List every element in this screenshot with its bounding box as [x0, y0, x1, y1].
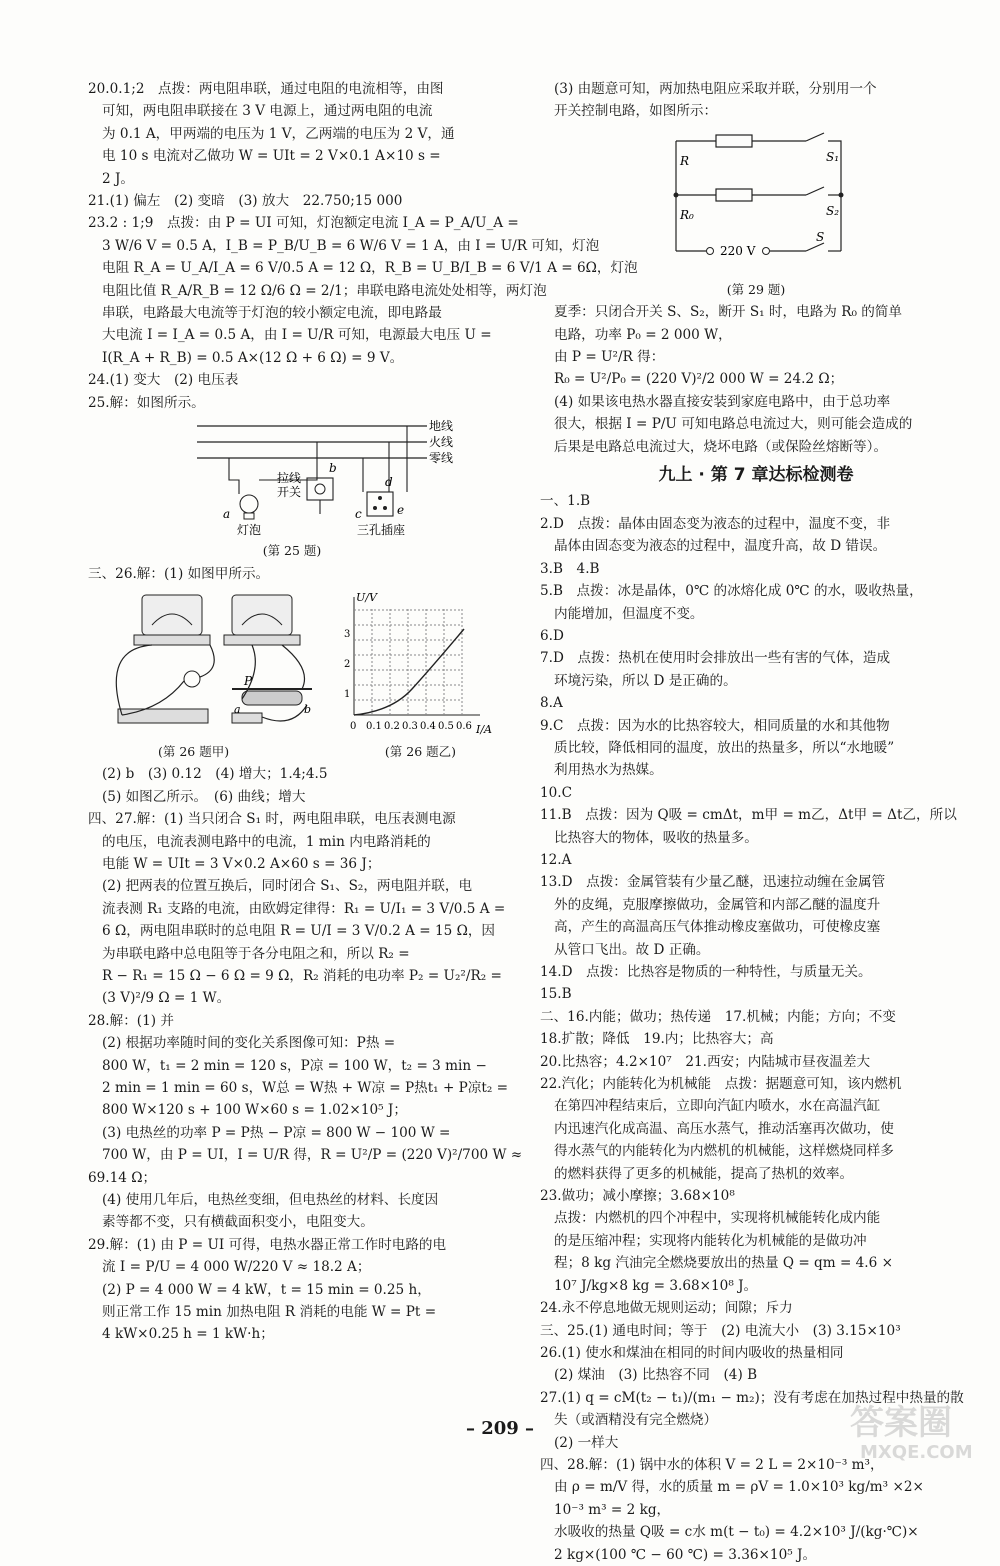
resistor-R0	[716, 189, 752, 201]
label-c: c	[355, 507, 362, 522]
left-lines-c	[88, 763, 523, 1346]
text-line: 三、25.(1) 通电时间；等于 (2) 电流大小 (3) 3.15×10³	[540, 1322, 901, 1339]
text-line: 晶体由固态变为液态的过程中，温度升高，故 D 错误。	[554, 538, 887, 555]
text-line: 点拨：内燃机的四个冲程中，实现将机械能转化成内能	[554, 1210, 881, 1227]
label-S: S	[816, 229, 825, 244]
section-title: 九上 · 第 7 章达标检测卷	[658, 465, 854, 486]
text-line: 2 kg×(100 ℃ − 60 ℃) = 3.36×10⁵ J。	[554, 1546, 817, 1563]
text-line: 24.(1) 变大 (2) 电压表	[88, 372, 239, 389]
text-line: 20.0.1;2 点拨：两电阻串联，通过电阻的电流相等，由图	[88, 81, 444, 97]
text-line: 25.解：如图所示。	[88, 394, 205, 411]
ui-curve	[354, 629, 464, 715]
text-line: 由 ρ = m/V 得，水的质量 m = ρV = 1.0×10³ kg/m³ ×2×	[554, 1479, 924, 1496]
text-line: 外的皮绳，克服摩擦做功，金属管和内部乙醚的温度升	[554, 896, 881, 913]
text-line: 6.D	[540, 627, 564, 644]
text-line: 为串联电路中总电阻等于各分电阻之和，所以 R₂ =	[102, 945, 410, 962]
text-line: 7.D 点拨：热机在使用时会排放出一些有害的气体，造成	[540, 650, 891, 667]
text-line: 很大，根据 I = P/U 可知电路总电流过大，则可能会造成的	[554, 416, 913, 433]
text-line: 13.D 点拨：金属管装有少量乙醚，迅速拉动缠在金属管	[540, 874, 886, 891]
text-line: 24.永不停息地做无规则运动；间隙；斥力	[540, 1300, 793, 1317]
figure-25-wiring-diagram	[127, 418, 457, 538]
text-line: 23.做功；减小摩擦；3.68×10⁸	[540, 1188, 735, 1205]
text-line: 失（或酒精没有完全燃烧）	[554, 1412, 718, 1429]
text-line: 2 J。	[102, 170, 135, 187]
label-R0: R₀	[680, 207, 694, 222]
text-line: 18.扩散；降低 19.内；比热容大；高	[540, 1031, 774, 1048]
ytick-1: 1	[344, 688, 351, 700]
text-line: 程；8 kg 汽油完全燃烧要放出的热量 Q = qm = 4.6 ×	[554, 1255, 893, 1272]
xtick-5: 0.5	[438, 720, 454, 732]
label-a: a	[223, 507, 231, 522]
text-line: 8.A	[540, 695, 563, 712]
text-line: 从管口飞出。故 D 正确。	[554, 941, 710, 958]
right-lines-b	[540, 301, 972, 458]
graph-xlabel: I/A	[476, 722, 492, 736]
text-line: (2) 煤油 (3) 比热容不同 (4) B	[554, 1367, 758, 1384]
text-line: 大电流 I = I_A = 0.5 A，由 I = U/R 可知，电源最大电压 U =	[102, 327, 492, 344]
text-line: (3) 由题意可知，两加热电阻应采取并联，分别用一个	[554, 81, 877, 97]
text-line: 水吸收的热量 Q吸 = c水 m(t − t₀) = 4.2×10³ J/(kg·℃)×	[554, 1524, 919, 1541]
text-line: 四、27.解：(1) 当只闭合 S₁ 时，两电阻串联，电压表测电源	[88, 811, 456, 828]
text-line: 则正常工作 15 min 加热电阻 R 消耗的电能 W = Pt =	[102, 1304, 437, 1321]
text-line: 利用热水为热媒。	[554, 762, 663, 779]
text-line: 69.14 Ω；	[88, 1169, 157, 1186]
pull-switch	[307, 478, 333, 500]
text-line: 电阻比值 R_A/R_B = 12 Ω/6 Ω = 2/1；串联电路电流处处相等，两灯泡	[102, 282, 547, 299]
rheostat	[242, 691, 302, 705]
text-line: 一、1.B	[540, 493, 591, 510]
text-line: 27.(1) q = cM(t₂ − t₁)/(m₁ − m₂)；没有考虑在加热过程中热量的散	[540, 1389, 964, 1406]
label-P: P	[244, 673, 253, 688]
switch-S1	[806, 133, 824, 141]
text-line: 15.B	[540, 986, 572, 1003]
text-line: (2) 把两表的位置互换后，同时闭合 S₁、S₂，两电阻并联，电	[102, 878, 473, 895]
figure-26b-caption: (第 26 题乙)	[384, 743, 456, 759]
svg-text:答案圈: 答案圈	[850, 1403, 952, 1443]
text-line: (4) 如果该电热水器直接安装到家庭电路中，由于总功率	[554, 393, 891, 410]
switch-label-2: 开关	[277, 485, 302, 500]
text-line: 二、16.内能；做功；热传递 17.机械；内能；方向；不变	[540, 1008, 896, 1025]
lamp-label: 灯泡	[237, 523, 262, 538]
label-R: R	[680, 153, 690, 168]
text-line: 5.B 点拨：冰是晶体，0℃ 的冰熔化成 0℃ 的水，吸收热量，	[540, 583, 923, 600]
text-line: 为 0.1 A，甲两端的电压为 1 V，乙两端的电压为 2 V，通	[102, 125, 455, 142]
text-line: (2) 一样大	[554, 1434, 619, 1451]
text-line: 开关控制电路，如图所示：	[554, 103, 718, 120]
text-line: 的燃料获得了更多的机械能，提高了热机的效率。	[554, 1165, 854, 1182]
figure-25-caption: (第 25 题)	[262, 543, 322, 559]
label-220V: 220 V	[720, 243, 756, 258]
text-line: 电阻 R_A = U_A/I_A = 6 V/0.5 A = 12 Ω，R_B = U_B/I_B = 6 V/1 A = 6Ω，灯泡	[102, 260, 638, 277]
text-line: 环境污染，所以 D 是正确的。	[554, 672, 737, 689]
text-line: 四、28.解：(1) 锅中水的体积 V = 2 L = 2×10⁻³ m³，	[540, 1456, 884, 1473]
text-line: 26.(1) 使水和煤油在相同的时间内吸收的热量相同	[540, 1344, 844, 1361]
wire-label-ground: 地线	[429, 419, 454, 434]
text-line: 23.2 : 1;9 点拨：由 P = UI 可知，灯泡额定电流 I_A = P_A/U_A =	[88, 215, 519, 232]
ammeter	[142, 595, 202, 635]
text-line: 内能增加，但温度不变。	[554, 605, 704, 622]
text-line: 800 W×120 s + 100 W×60 s = 1.02×10⁵ J；	[102, 1102, 407, 1119]
ytick-2: 2	[344, 658, 351, 670]
text-line: R − R₁ = 15 Ω − 6 Ω = 9 Ω，R₂ 消耗的电功率 P₂ = U₂²/R₂ =	[102, 967, 502, 984]
text-line: (2) b (3) 0.12 (4) 增大；1.4;4.5	[102, 766, 328, 783]
text-line: 29.解：(1) 由 P = UI 可得，电热水器正常工作时电路的电	[88, 1236, 447, 1253]
text-line: 800 W，t₁ = 2 min = 120 s，P凉 = 100 W，t₂ = 3 min −	[102, 1057, 487, 1074]
text-line: 4 kW×0.25 h = 1 kW·h；	[102, 1326, 274, 1343]
text-line: 3 W/6 V = 0.5 A，I_B = P_B/U_B = 6 W/6 V = 1 A，由 I = U/R 可知，灯泡	[102, 237, 600, 254]
resistor-R	[716, 135, 752, 147]
label-d: d	[385, 475, 393, 490]
page-number: – 209 –	[465, 1418, 535, 1439]
ui-graph	[344, 591, 492, 736]
label-S1: S₁	[826, 149, 840, 164]
label-b-26: b	[304, 702, 312, 716]
switch-S	[806, 243, 824, 251]
text-line: 得水蒸气的内能转化为内燃机的机械能，这样燃烧同样多	[554, 1143, 894, 1160]
text-line: 10⁻³ m³ = 2 kg，	[554, 1501, 671, 1518]
right-column	[540, 78, 972, 1566]
text-line: 的是压缩冲程；实现将内能转化为机械能的是做功冲	[554, 1232, 867, 1249]
text-line: 21.(1) 偏左 (2) 变暗 (3) 放大 22.750;15 000	[88, 193, 403, 210]
xtick-4: 0.4	[420, 720, 436, 732]
text-line: 流 I = P/U = 4 000 W/220 V ≈ 18.2 A；	[102, 1259, 371, 1276]
text-line: I(R_A + R_B) = 0.5 A×(12 Ω + 6 Ω) = 9 V。	[102, 349, 404, 366]
text-line: 串联，电路最大电流等于灯泡的较小额定电流，即电路最	[102, 305, 442, 322]
wire-label-live: 火线	[429, 435, 454, 450]
text-line: 电路，功率 P₀ = 2 000 W，	[554, 326, 732, 343]
text-line: 6 Ω，两电阻串联时的总电阻 R = U/I = 3 V/0.2 A = 15 Ω，因	[102, 923, 496, 940]
text-line: 夏季：只闭合开关 S、S₂，断开 S₁ 时，电路为 R₀ 的简单	[554, 304, 902, 321]
text-line: 三、26.解：(1) 如图甲所示。	[88, 565, 270, 582]
voltmeter	[232, 595, 292, 635]
text-line: 2.D 点拨：晶体由固态变为液态的过程中，温度不变，非	[540, 515, 891, 532]
text-line: 可知，两电阻串联接在 3 V 电源上，通过两电阻的电流	[102, 103, 433, 120]
text-line: 后果是电路总电流过大，烧坏电路（或保险丝熔断等）。	[554, 438, 888, 455]
text-line: 比热容大的物体，吸收的热量多。	[554, 829, 758, 846]
text-line: 质比较，降低相同的温度，放出的热量多，所以“水地暖”	[554, 739, 895, 756]
text-line: 内迅速汽化成高温、高压水蒸气，推动活塞再次做功，使	[554, 1120, 894, 1137]
text-line: 28.解：(1) 并	[88, 1012, 174, 1029]
text-line: 12.A	[540, 851, 572, 868]
text-line: 高，产生的高温高压气体推动橡皮塞做功，可使橡皮塞	[554, 919, 881, 936]
text-line: (3) 电热丝的功率 P = P热 − P凉 = 800 W − 100 W =	[102, 1124, 451, 1141]
xtick-1: 0.1	[366, 720, 382, 732]
figure-26-circuit-and-graph	[92, 589, 492, 739]
switch-label: 拉线	[277, 471, 302, 486]
xtick-3: 0.3	[402, 720, 418, 732]
switch-S2	[806, 187, 824, 195]
svg-text:MXQE.COM: MXQE.COM	[860, 1442, 973, 1463]
text-line: 电 10 s 电流对乙做功 W = UIt = 2 V×0.1 A×10 s =	[102, 148, 441, 165]
text-line: 的电压，电流表测电路中的电流，1 min 内电路消耗的	[102, 833, 431, 850]
text-line: (2) P = 4 000 W = 4 kW，t = 15 min = 0.25 h，	[102, 1281, 431, 1298]
text-line: 由 P = U²/R 得：	[554, 349, 665, 366]
label-b: b	[329, 461, 337, 476]
text-line: (5) 如图乙所示。 (6) 曲线；增大	[102, 788, 306, 805]
three-pin-socket	[367, 492, 393, 516]
text-line: 20.比热容；4.2×10⁷ 21.西安；内陆城市昼夜温差大	[540, 1053, 871, 1070]
text-line: 22.汽化；内能转化为机械能 点拨：据题意可知，该内燃机	[540, 1076, 902, 1093]
text-line: R₀ = U²/P₀ = (220 V)²/2 000 W = 24.2 Ω；	[554, 371, 844, 388]
text-line: 14.D 点拨：比热容是物质的一种特性，与质量无关。	[540, 964, 872, 980]
lamp-bulb	[240, 495, 258, 513]
ytick-3: 3	[344, 628, 351, 640]
left-lines-b	[88, 563, 496, 585]
text-line: (3 V)²/9 Ω = 1 W。	[102, 990, 231, 1007]
text-line: (2) 根据功率随时间的变化关系图像可知：P热 =	[102, 1035, 396, 1052]
wire-label-neutral: 零线	[429, 451, 454, 466]
battery	[118, 709, 208, 723]
text-line: 2 min = 1 min = 60 s，W总 = W热 + W凉 = P热t₁ + P凉t₂ =	[102, 1080, 509, 1096]
text-line: 700 W，由 P = UI，I = U/R 得，R = U²/P = (220 V)²/700 W ≈	[102, 1147, 523, 1164]
right-lines-a	[540, 78, 972, 123]
graph-ylabel: U/V	[356, 590, 377, 604]
text-line: 9.C 点拨：因为水的比热容较大，相同质量的水和其他物	[540, 717, 890, 734]
text-line: 流表测 R₁ 支路的电流，由欧姆定律得：R₁ = U/I₁ = 3 V/0.5 A =	[102, 900, 506, 917]
text-line: 11.B 点拨：因为 Q吸 = cmΔt，m甲 = m乙，Δt甲 = Δt乙，所以	[540, 807, 957, 824]
xtick-2: 0.2	[384, 720, 400, 732]
xtick-0: 0	[350, 720, 357, 732]
socket-label: 三孔插座	[357, 523, 406, 538]
text-line: 素等都不变，只有横截面积变小，电阻变大。	[102, 1214, 374, 1231]
label-e: e	[397, 503, 405, 518]
xtick-6: 0.6	[456, 720, 472, 732]
figure-26a-caption: (第 26 题甲)	[158, 743, 230, 759]
text-line: (4) 使用几年后，电热丝变细，但电热丝的材料、长度因	[102, 1192, 439, 1209]
text-line: 3.B 4.B	[540, 560, 600, 577]
figure-29-caption: (第 29 题)	[726, 281, 786, 297]
text-line: 在第四冲程结束后，立即向汽缸内喷水，水在高温汽缸	[554, 1098, 881, 1115]
watermark-logo	[840, 1396, 990, 1466]
figure-29-circuit	[656, 127, 856, 277]
label-a-26: a	[234, 702, 241, 716]
label-S2: S₂	[826, 203, 840, 218]
text-line: 10⁷ J/kg×8 kg = 3.68×10⁸ J。	[554, 1277, 758, 1294]
bulb	[184, 671, 200, 687]
text-line: 电能 W = UIt = 3 V×0.2 A×60 s = 36 J；	[102, 855, 381, 872]
text-line: 10.C	[540, 784, 573, 801]
